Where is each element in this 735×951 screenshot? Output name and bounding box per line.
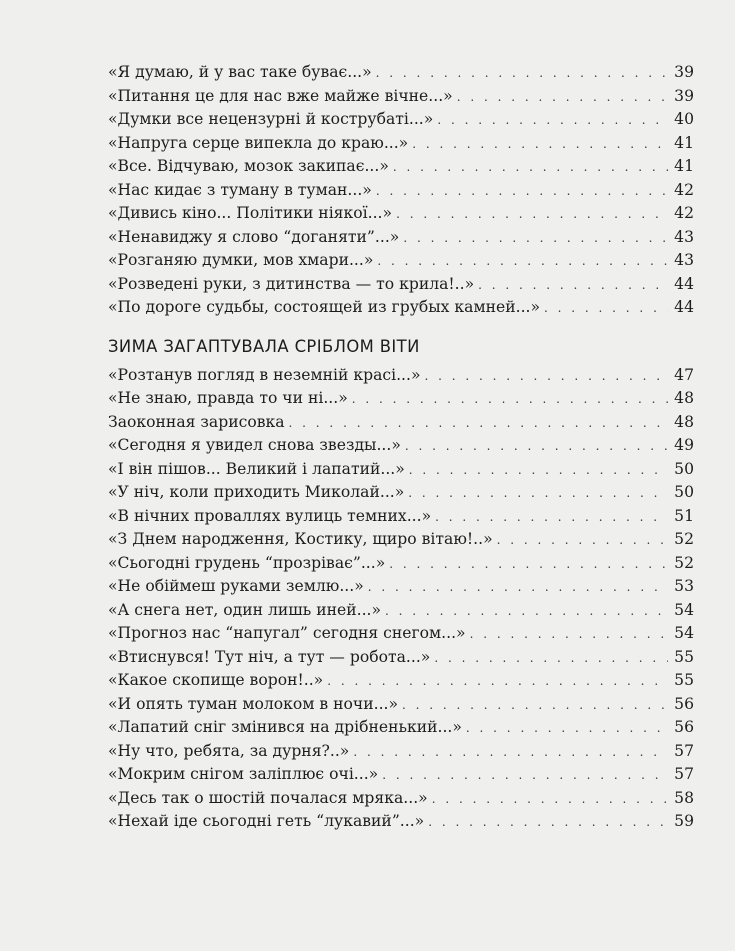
toc-entry-page-number: 47 <box>674 365 694 384</box>
toc-entry <box>108 108 694 132</box>
toc-entry-title: «Мокрим снігом заліплює очі...» <box>108 765 379 783</box>
toc-entry-title: «А снега нет, один лишь иней...» <box>108 600 382 619</box>
toc-entry <box>108 646 694 670</box>
toc-entry-page-number: 50 <box>674 483 694 501</box>
toc-entry-page-number: 48 <box>674 389 694 407</box>
toc-entry-title: «Какое скопище ворон!..» <box>108 671 324 689</box>
dot-leader <box>428 811 668 835</box>
toc-entry-title: «Не обіймеш руками землю...» <box>108 577 364 595</box>
toc-entry-title: «Нехай іде сьогодні геть “лукавий”...» <box>108 812 425 830</box>
toc-entry <box>108 61 694 85</box>
toc-entry-page-number: 54 <box>674 600 694 619</box>
dot-leader <box>393 156 668 180</box>
toc-entry-title: «З Днем народження, Костику, щиро вітаю!..» <box>108 530 493 548</box>
dot-leader <box>408 482 668 506</box>
toc-entry-page-number: 57 <box>674 765 694 783</box>
toc-entry <box>108 434 694 458</box>
toc-entry <box>108 716 694 740</box>
dot-leader <box>544 297 668 321</box>
dot-leader <box>289 412 669 436</box>
toc-entry-title: «Напруга серце випекла до краю...» <box>108 133 409 152</box>
toc-entry-page-number: 57 <box>674 741 694 760</box>
toc-entry-title: «Ну что, ребята, за дурня?..» <box>108 741 350 760</box>
dot-leader <box>425 365 669 389</box>
toc-entry <box>108 505 694 529</box>
toc-entry-page-number: 55 <box>674 671 694 689</box>
toc-entry-page-number: 52 <box>674 530 694 548</box>
table-of-contents <box>108 61 694 834</box>
toc-entry-title: «Розганяю думки, мов хмари...» <box>108 251 374 269</box>
toc-group-previous-section <box>108 61 694 320</box>
toc-entry-title: «Я думаю, й у вас таке буває...» <box>108 63 372 81</box>
toc-entry-title: «И опять туман молоком в ночи...» <box>108 694 399 713</box>
toc-entry <box>108 273 694 297</box>
toc-entry <box>108 179 694 203</box>
dot-leader <box>437 109 668 133</box>
toc-entry <box>108 740 694 764</box>
toc-entry-title: «Лапатий сніг змінився на дрібненький...» <box>108 718 462 736</box>
toc-entry-page-number: 48 <box>674 412 694 431</box>
dot-leader <box>385 600 668 624</box>
dot-leader <box>403 227 668 251</box>
toc-entry-page-number: 41 <box>674 157 694 175</box>
toc-entry-page-number: 59 <box>674 812 694 830</box>
toc-entry <box>108 622 694 646</box>
toc-entry <box>108 458 694 482</box>
toc-entry-page-number: 39 <box>674 63 694 81</box>
toc-entry <box>108 296 694 320</box>
toc-entry-title: «Думки все нецензурні й кострубаті...» <box>108 110 434 128</box>
toc-entry-page-number: 51 <box>674 506 694 525</box>
dot-leader <box>368 576 668 600</box>
dot-leader <box>353 741 668 765</box>
toc-entry <box>108 249 694 273</box>
dot-leader <box>402 694 668 718</box>
dot-leader <box>470 623 669 647</box>
toc-entry-title: «Втиснувся! Тут ніч, а тут — робота...» <box>108 647 431 666</box>
toc-entry <box>108 552 694 576</box>
dot-leader <box>389 553 668 577</box>
dot-leader <box>409 459 668 483</box>
dot-leader <box>478 274 668 298</box>
dot-leader <box>435 506 668 530</box>
toc-entry-page-number: 43 <box>674 227 694 246</box>
toc-entry-title: «Розведені руки, з дитинства — то крила!..» <box>108 274 475 293</box>
toc-entry <box>108 693 694 717</box>
dot-leader <box>376 180 668 204</box>
toc-group-winter-section <box>108 364 694 834</box>
toc-entry-title: «В нічних проваллях вулиць темних...» <box>108 506 432 525</box>
toc-entry-page-number: 42 <box>674 204 694 222</box>
toc-entry-title: «Не знаю, правда то чи ні...» <box>108 389 348 407</box>
dot-leader <box>434 647 668 671</box>
toc-entry-page-number: 39 <box>674 86 694 105</box>
toc-entry-title: «У ніч, коли приходить Миколай...» <box>108 483 405 501</box>
toc-entry-title: «Сьогодні грудень “прозріває”...» <box>108 553 386 572</box>
toc-entry-page-number: 40 <box>674 110 694 128</box>
toc-entry-title: «Все. Відчуваю, мозок закипає...» <box>108 157 389 175</box>
toc-entry-page-number: 54 <box>674 624 694 642</box>
dot-leader <box>497 529 669 553</box>
toc-entry-page-number: 41 <box>674 133 694 152</box>
toc-entry <box>108 669 694 693</box>
toc-entry-title: «Десь так о шостій почалася мряка...» <box>108 788 428 807</box>
toc-entry <box>108 387 694 411</box>
dot-leader <box>412 133 668 157</box>
toc-entry-page-number: 50 <box>674 459 694 478</box>
toc-entry-page-number: 52 <box>674 553 694 572</box>
toc-entry-page-number: 58 <box>674 788 694 807</box>
dot-leader <box>382 764 668 788</box>
toc-entry <box>108 575 694 599</box>
toc-entry-title: «І він пішов... Великий і лапатий...» <box>108 459 405 478</box>
toc-entry <box>108 528 694 552</box>
toc-entry <box>108 481 694 505</box>
toc-entry-page-number: 43 <box>674 251 694 269</box>
toc-entry <box>108 787 694 811</box>
toc-entry-title: «Ненавиджу я слово “доганяти”...» <box>108 227 400 246</box>
toc-entry <box>108 810 694 834</box>
toc-entry-page-number: 44 <box>674 298 694 316</box>
toc-entry <box>108 85 694 109</box>
toc-entry-page-number: 55 <box>674 647 694 666</box>
toc-entry-title: «Нас кидає з туману в туман...» <box>108 180 372 199</box>
section-heading: ЗИМА ЗАГАПТУВАЛА СРІБЛОМ ВІТИ <box>108 336 420 356</box>
dot-leader <box>457 86 668 110</box>
toc-entry-title: «Дивись кіно... Політики ніякої...» <box>108 204 393 222</box>
dot-leader <box>327 670 668 694</box>
toc-entry <box>108 202 694 226</box>
toc-entry-page-number: 56 <box>674 718 694 736</box>
dot-leader <box>376 62 668 86</box>
toc-entry-page-number: 56 <box>674 694 694 713</box>
toc-entry <box>108 226 694 250</box>
toc-entry-title: «Питання це для нас вже майже вічне...» <box>108 86 453 105</box>
toc-entry <box>108 155 694 179</box>
dot-leader <box>377 250 668 274</box>
toc-entry-page-number: 44 <box>674 274 694 293</box>
toc-entry-title: Заоконная зарисовка <box>108 412 285 431</box>
toc-entry <box>108 132 694 156</box>
toc-entry-title: «Сегодня я увидел снова звезды...» <box>108 436 401 454</box>
toc-entry-page-number: 53 <box>674 577 694 595</box>
dot-leader <box>396 203 668 227</box>
toc-entry <box>108 763 694 787</box>
toc-entry <box>108 364 694 388</box>
toc-entry-title: «Розтанув погляд в неземній красі...» <box>108 365 421 384</box>
toc-entry <box>108 599 694 623</box>
toc-entry-title: «По дороге судьбы, состоящей из грубых камней...» <box>108 298 541 316</box>
toc-entry-page-number: 42 <box>674 180 694 199</box>
dot-leader <box>466 717 668 741</box>
toc-entry-title: «Прогноз нас “напугал” сегодня снегом...» <box>108 624 466 642</box>
toc-entry-page-number: 49 <box>674 436 694 454</box>
dot-leader <box>405 435 668 459</box>
toc-entry <box>108 411 694 435</box>
dot-leader <box>432 788 668 812</box>
dot-leader <box>352 388 668 412</box>
